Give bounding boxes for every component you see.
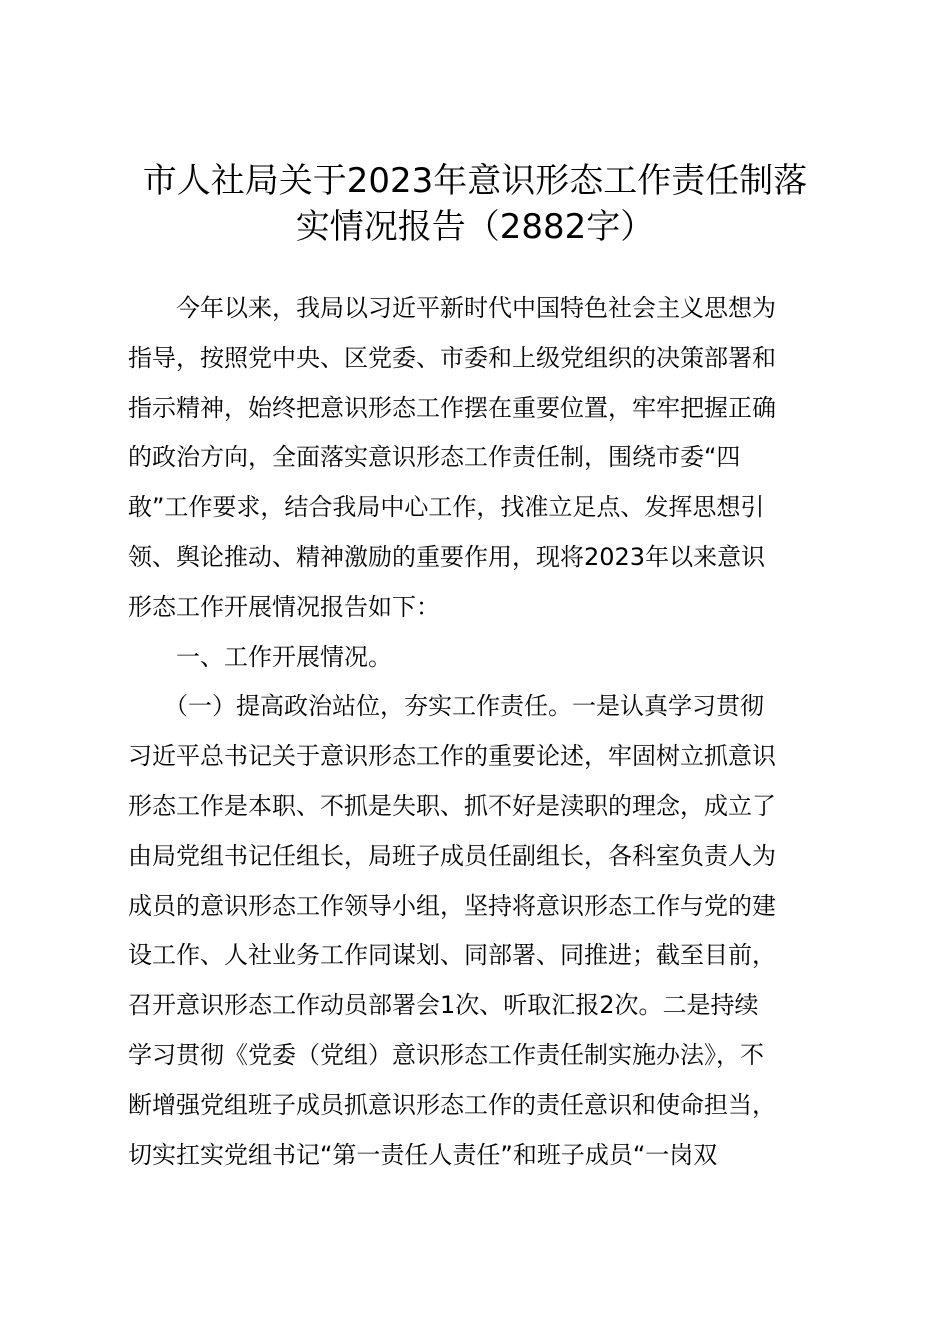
body-line: 指示精神，始终把意识形态工作摆在重要位置，牢牢把握正确: [128, 393, 776, 422]
title-line-1: 市人社局关于2023年意识形态工作责任制落: [142, 161, 808, 201]
body-line: 设工作、人社业务工作同谋划、同部署、同推进；截至目前，: [128, 941, 776, 970]
body-line: 形态工作开展情况报告如下：: [128, 592, 440, 621]
body-line: 指导，按照党中央、区党委、市委和上级党组织的决策部署和: [128, 343, 776, 372]
body-line: 形态工作是本职、不抓是失职、抓不好是渎职的理念，成立了: [128, 791, 776, 820]
body-line: 的政治方向，全面落实意识形态工作责任制，围绕市委“四: [128, 443, 741, 472]
section-heading: 一、工作开展情况。: [128, 642, 392, 671]
body-line: 学习贯彻《党委（党组）意识形态工作责任制实施办法》，不: [128, 1040, 764, 1069]
body-line: 敢”工作要求，结合我局中心工作，找准立足点、发挥思想引: [128, 493, 765, 522]
body-line: 召开意识形态工作动员部署会1次、听取汇报2次。二是持续: [128, 991, 759, 1020]
body-line: 成员的意识形态工作领导小组，坚持将意识形态工作与党的建: [128, 891, 776, 920]
document-title: [120, 158, 830, 250]
body-line: 今年以来，我局以习近平新时代中国特色社会主义思想为: [128, 294, 776, 322]
body-line: 领、舆论推动、精神激励的重要作用，现将2023年以来意识: [128, 542, 766, 571]
title-line-2: 实情况报告（2882字）: [295, 207, 655, 247]
body-line: 习近平总书记关于意识形态工作的重要论述，牢固树立抓意识: [128, 742, 776, 771]
body-line: 断增强党组班子成员抓意识形态工作的责任意识和使命担当，: [128, 1090, 776, 1119]
body-line: 由局党组书记任组长，局班子成员任副组长，各科室负责人为: [128, 841, 776, 870]
document-body: [128, 284, 830, 1180]
body-line: 切实扛实党组书记“第一责任人责任”和班子成员“一岗双: [128, 1140, 718, 1169]
body-line: （一）提高政治站位，夯实工作责任。一是认真学习贯彻: [128, 692, 764, 721]
